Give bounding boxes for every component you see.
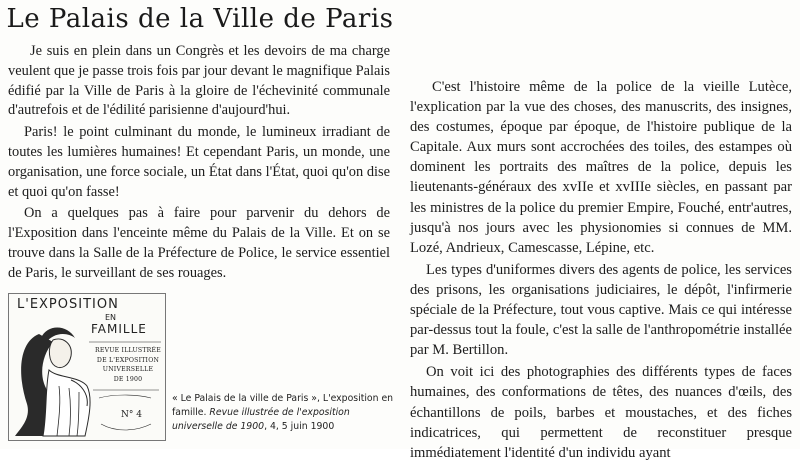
left-paragraph-1: Je suis en plein dans un Congrès et les devoirs de ma charge veulent que je passe trois fois par jour devant le magnifique Palais édifié par la Ville de Paris à la gloire de l'échevinité communale d'autrefois et de l'édilité parisienne d'aujourd'hui. — [8, 43, 390, 119]
cover-issue-number: N° 4 — [121, 410, 142, 420]
right-paragraph-2: Les types d'uniformes divers des agents de police, les services des prisons, les organisations judiciaires, le dépôt, l'infirmerie spéciale de la Préfecture, tout vous captive. Mais ce qui intéresse par-dessus tout la foule, c'est la salle de l'anthropométrie installée par M. Bertillon. — [410, 261, 792, 359]
image-caption — [172, 392, 397, 434]
magazine-cover-image — [8, 293, 166, 441]
left-column — [8, 42, 390, 286]
cover-subtitle-line: REVUE ILLUSTRÉE — [95, 347, 161, 354]
cover-title: L'EXPOSITION — [17, 297, 119, 312]
right-paragraph-3: On voit ici des photographies des différents types de faces humaines, des conformations de têtes, des nuances d'œils, des échantillons de poils, barbes et moustaches, et des fiches indicatrices, qui permettent de reconstituer presque immédiatement l'identité d'un individu ayant — [410, 364, 792, 461]
cover-title-famille: FAMILLE — [91, 322, 147, 336]
cover-subtitle-line: DE L'EXPOSITION — [96, 356, 160, 364]
left-paragraph-2: Paris! le point culminant du monde, le lumineux irradiant de toutes les lumières humaines! Et cependant Paris, un monde, une organisation, une force sociale, un État dans l'État, quoi qu'on dise et quoi qu'on fasse! — [8, 124, 390, 200]
right-column — [410, 77, 792, 465]
cover-subtitle-line: UNIVERSELLE — [102, 366, 154, 373]
caption-text: « Le Palais de la ville de Paris », L'exposition en famille. — [172, 393, 394, 418]
cover-subtitle-line: DE 1900 — [113, 375, 143, 383]
caption-italic-text: Revue illustrée de l'exposition universelle de 1900 — [172, 407, 350, 432]
article-title: Le Palais de la Ville de Paris — [6, 4, 394, 34]
cover-subtitle — [93, 346, 163, 384]
cover-title-en: EN — [105, 313, 117, 322]
left-paragraph-3: On a quelques pas à faire pour parvenir du dehors de l'Exposition dans l'enceinte même du Palais de la Ville. Et on se trouve dans la Salle de la Préfecture de Police, le service essentiel de Paris, le surveillant de ses rouages. — [8, 205, 390, 281]
right-paragraph-1: C'est l'histoire même de la police de la vieille Lutèce, l'explication par la vue des choses, des manuscrits, des insignes, des costumes, époque par époque, de l'histoire publique de la Capitale. Aux murs sont accrochées des toiles, des estampes où dominent les portraits des maîtres de la police, depuis les lieutenants-généraux des xvIIe et xvIIIe siècles, en passant par les ministres de la police du premier Empire, Fouché, entr'autres, jusqu'à nos jours avec les physionomies si connues de MM. Lozé, Andrieux, Camescasse, Lépine, etc. — [410, 79, 792, 256]
caption-date-text: , 4, 5 juin 1900 — [264, 421, 335, 432]
